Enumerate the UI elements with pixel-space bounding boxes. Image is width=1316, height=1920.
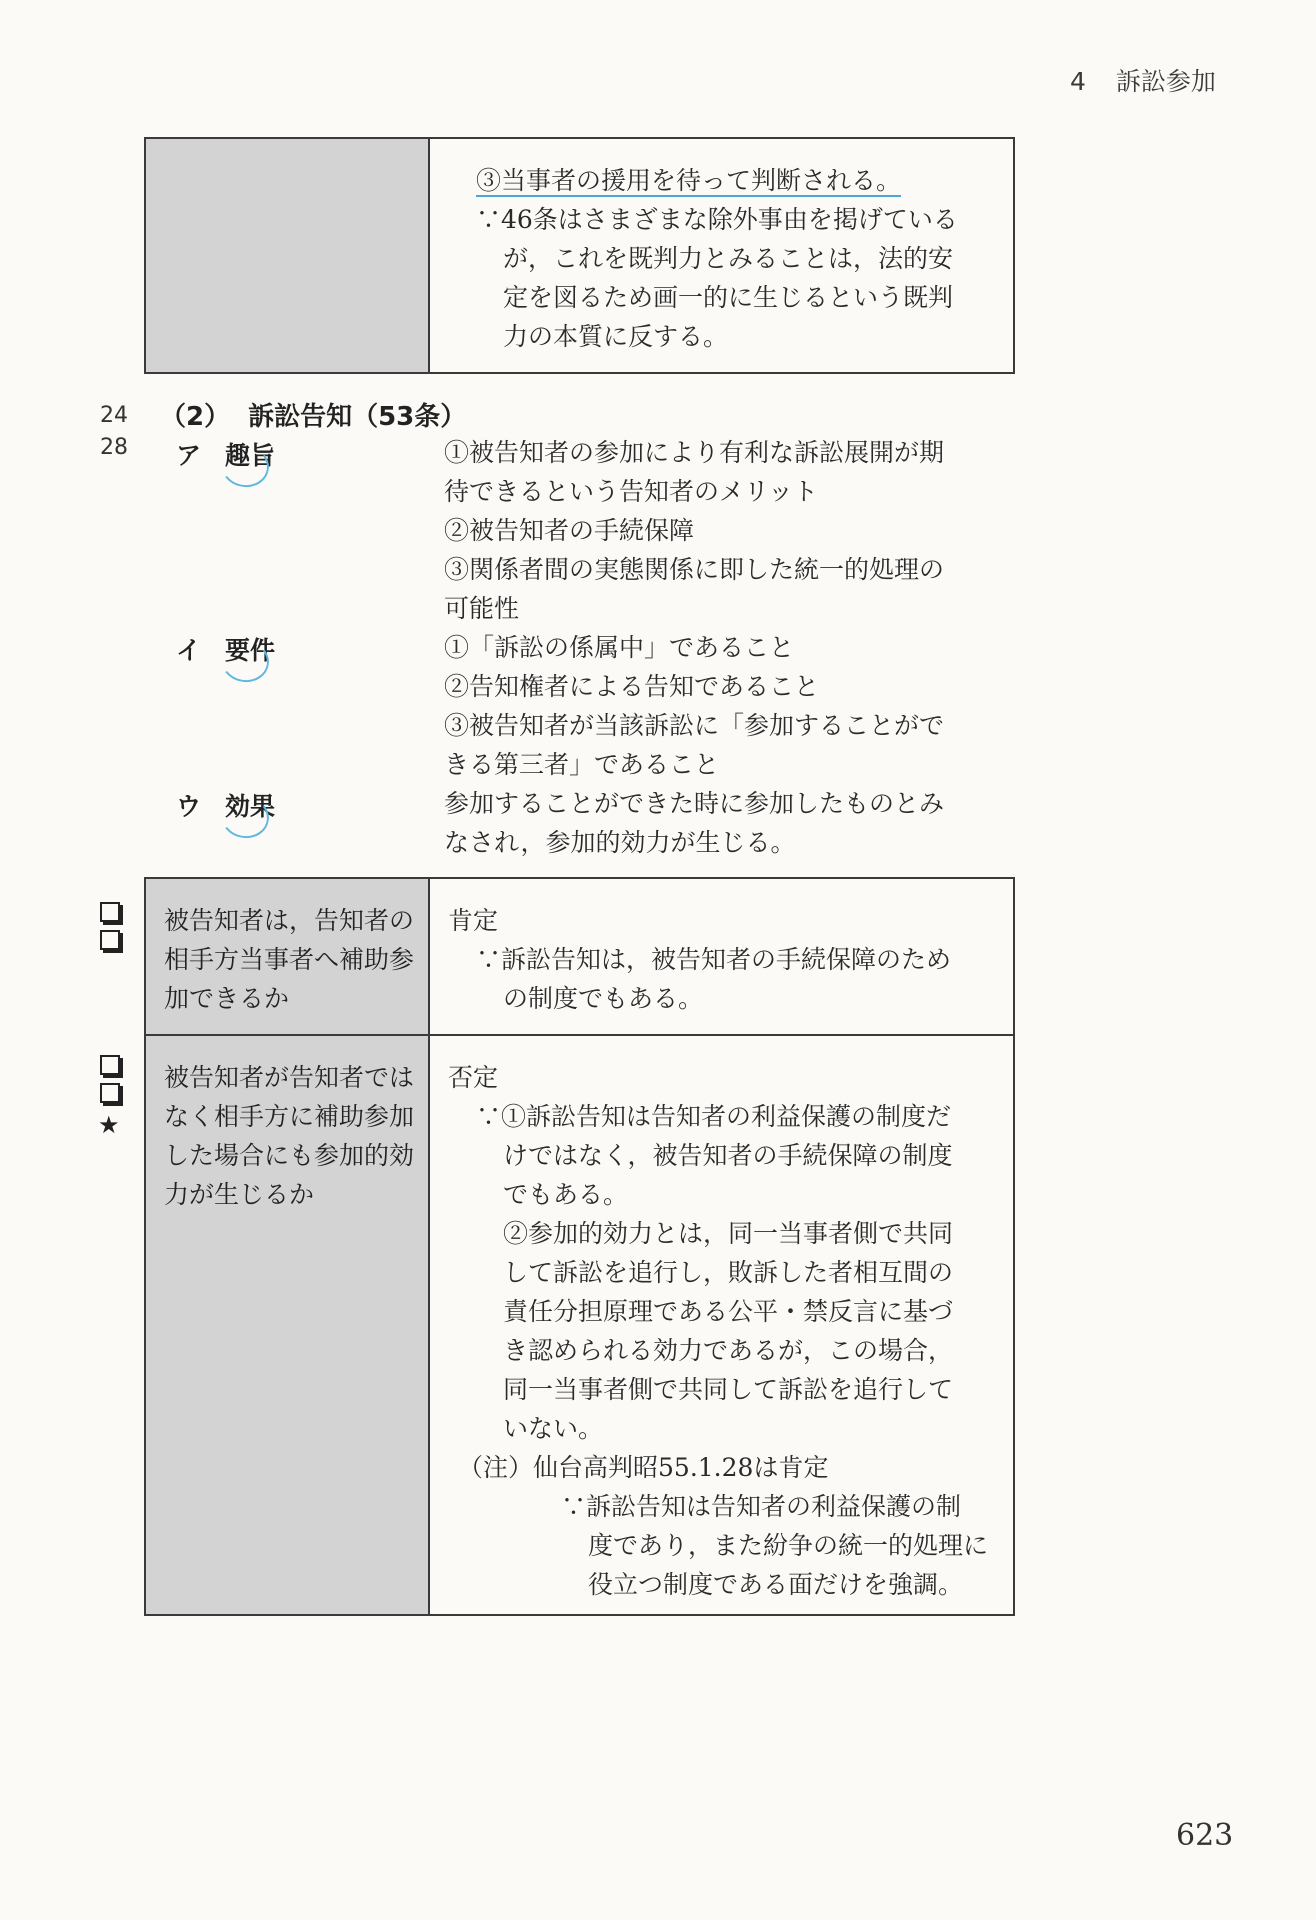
body-line: ②告知権者による告知であること [444,672,820,701]
top-table [144,137,1015,374]
margin-number: 28 [100,435,128,460]
section-title: 訴訟告知（53条） [248,402,467,432]
question-text: 被告知者は，告知者の相手方当事者へ補助参加できるか [164,906,415,1013]
body-line: きる第三者」であること [444,750,720,779]
reason-line: いない。 [503,1414,604,1443]
subsection-letter: ア [176,441,202,470]
body-line: ①「訴訟の係属中」であること [444,633,795,662]
subsection-letter: ウ [176,792,202,821]
reason-line: 同一当事者側で共同して訴訟を追行して [503,1375,954,1404]
reason-line: ∵①訴訟告知は告知者の利益保護の制度だ [476,1102,952,1131]
section-heading [160,396,466,433]
page-number: 623 [1176,1818,1234,1853]
answer-cell [430,1036,1013,1614]
body-line: ②被告知者の手続保障 [444,516,695,545]
subsection-letter: イ [176,636,202,665]
question-cell [146,1036,430,1614]
margin-number: 24 [100,403,128,428]
reason-line: 責任分担原理である公平・禁反言に基づ [503,1297,954,1326]
note-reason-line: ∵訴訟告知は告知者の利益保護の制 [561,1492,962,1521]
reason-line: の制度でもある。 [503,984,704,1013]
question-cell [146,879,430,1034]
checkbox-icon[interactable] [100,1055,120,1075]
question-cell [146,139,430,372]
checkbox-icon[interactable] [100,902,120,922]
answer-line: が，これを既判力とみることは，法的安 [503,244,954,273]
reason-line: して訴訟を追行し，敗訴した者相互間の [503,1258,954,1287]
body-line: 参加することができた時に参加したものとみ [444,789,945,818]
star-icon: ★ [98,1111,120,1139]
body-line: 待できるという告知者のメリット [444,477,819,506]
qa-table [144,877,1015,1616]
qa-row [146,1034,1013,1614]
body-line: 可能性 [444,594,520,623]
subsection-heading [176,436,275,472]
note-reason-line: 度であり，また紛争の統一的処理に [588,1531,989,1560]
answer-cell [430,139,1013,372]
chapter-number: 4 [1070,67,1086,96]
note-line [448,1448,1001,1487]
note-text: 仙台高判昭55.1.28は肯定 [533,1453,829,1482]
body-line: ③関係者間の実態関係に即した統一的処理の [444,555,945,584]
reason-line: ∵訴訟告知は，被告知者の手続保障のため [476,945,952,974]
reason-line: けではなく，被告知者の手続保障の制度 [503,1141,953,1170]
note-label: （注） [458,1453,534,1482]
answer-line: 力の本質に反する。 [503,322,729,351]
running-header [1070,62,1216,98]
answer-cell [430,879,1013,1034]
checkbox-icon[interactable] [100,1083,120,1103]
subsection-body [444,628,1004,784]
section-number: （2） [160,402,231,432]
subsection-body [444,433,1004,628]
answer-line: ③当事者の援用を待って判断される。 [476,166,902,195]
review-checks [100,1055,120,1139]
review-checks [100,902,120,958]
qa-row [146,879,1013,1034]
subsection-label: 趣旨 [225,441,276,470]
reason-line: ②参加的効力とは，同一当事者側で共同 [503,1219,954,1248]
reason-line: でもある。 [503,1180,629,1209]
answer-verdict: 否定 [448,1063,499,1092]
chapter-title: 訴訟参加 [1115,67,1216,96]
margin-numbers [100,400,128,464]
subsection-label: 要件 [225,636,276,665]
answer-verdict: 肯定 [448,906,499,935]
answer-line: 定を図るため画一的に生じるという既判 [503,283,954,312]
reason-line: き認められる効力であるが，この場合， [503,1336,954,1365]
question-text: 被告知者が告知者ではなく相手方に補助参加した場合にも参加的効力が生じるか [164,1063,415,1209]
answer-line: ∵46条はさまざまな除外事由を掲げている [476,205,958,234]
body-line: なされ，参加的効力が生じる。 [444,828,796,857]
note-reason-line: 役立つ制度である面だけを強調。 [588,1570,964,1599]
checkbox-icon[interactable] [100,930,120,950]
subsection-heading [176,787,275,823]
subsection-heading [176,631,275,667]
subsection-body [444,784,1004,862]
body-line: ③被告知者が当該訴訟に「参加することがで [444,711,945,740]
top-table-row [146,139,1013,372]
subsection-label: 効果 [225,792,276,821]
body-line: ①被告知者の参加により有利な訴訟展開が期 [444,438,945,467]
